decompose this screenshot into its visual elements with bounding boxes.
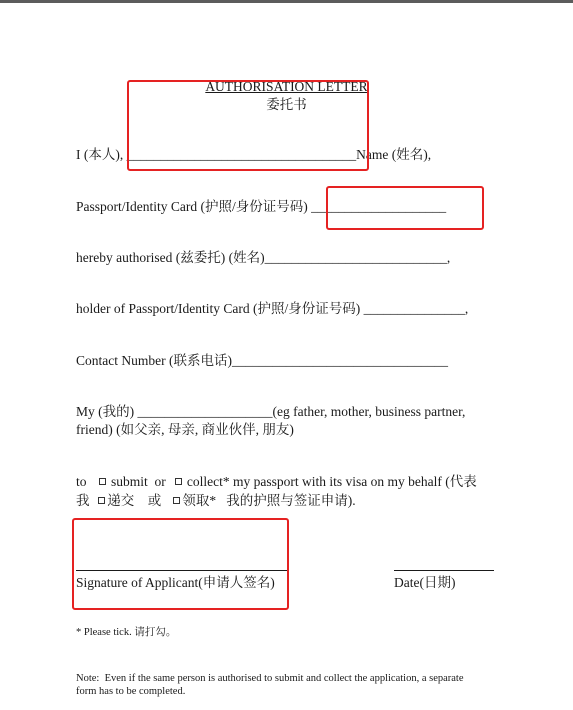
purpose-line-en <box>76 473 477 490</box>
collect-checkbox-cn[interactable] <box>173 497 180 504</box>
applicant-passport-blank[interactable]: ____________________ <box>311 199 447 214</box>
document-title: AUTHORISATION LETTER <box>205 79 368 94</box>
authorised-passport-blank[interactable]: _______________ <box>363 301 465 316</box>
authorised-passport-line <box>76 300 468 317</box>
relationship-examples-cn: friend) (如父亲, 母亲, 商业伙伴, 朋友) <box>76 422 294 437</box>
collect-checkbox[interactable] <box>175 478 182 485</box>
contact-number-blank[interactable]: ________________________________ <box>231 353 448 368</box>
separate-form-note-line1: Note: Even if the same person is authorised to submit and collect the application, a separate <box>76 673 464 684</box>
contact-number-label: Contact Number (联系电话) <box>76 353 232 368</box>
purpose-rest-cn: 我的护照与签证申请). <box>226 493 356 508</box>
annotation-box-passport <box>326 186 484 230</box>
collect-label-cn: 领取* <box>182 493 217 508</box>
annotation-box-signature <box>72 518 289 610</box>
submit-label: submit <box>111 474 148 489</box>
date-line[interactable] <box>394 570 494 571</box>
authorised-passport-label: holder of Passport/Identity Card (护照/身份证号码) <box>76 301 364 316</box>
contact-number-line <box>76 352 448 369</box>
submit-checkbox[interactable] <box>99 478 106 485</box>
authorised-person-blank[interactable]: ___________________________ <box>264 250 447 265</box>
relationship-blank[interactable]: ____________________ <box>137 404 273 419</box>
annotation-box-name <box>127 80 369 171</box>
or-label-cn: 或 <box>147 493 162 508</box>
tick-note: * Please tick. 请打勾。 <box>76 627 177 638</box>
authorised-person-label: hereby authorised (兹委托) (姓名) <box>76 250 265 265</box>
separate-form-note-line2: form has to be completed. <box>76 686 186 697</box>
relationship-prefix: My (我的) <box>76 404 138 419</box>
relationship-examples: (eg father, mother, business partner, <box>272 404 466 419</box>
authorised-person-line <box>76 249 450 266</box>
purpose-line-cn <box>76 492 356 509</box>
purpose-to: to <box>76 474 87 489</box>
authorised-person-comma: , <box>446 250 451 265</box>
date-label: Date(日期) <box>394 575 456 590</box>
or-label: or <box>154 474 166 489</box>
collect-label: collect* my passport with its visa on my behalf (代表 <box>186 474 477 489</box>
submit-label-cn: 递交 <box>107 493 135 508</box>
purpose-me-cn: 我 <box>76 493 90 508</box>
submit-checkbox-cn[interactable] <box>98 497 105 504</box>
document-subtitle: 委托书 <box>266 97 307 112</box>
relationship-line <box>76 403 465 420</box>
applicant-name-suffix: Name (姓名), <box>356 147 432 162</box>
signature-label: Signature of Applicant(申请人签名) <box>76 575 275 590</box>
applicant-name-blank[interactable]: __________________________________ <box>126 147 357 162</box>
applicant-passport-label: Passport/Identity Card (护照/身份证号码) <box>76 199 312 214</box>
authorisation-letter-page <box>0 3 573 710</box>
applicant-name-prefix: I (本人), <box>76 147 127 162</box>
authorised-passport-comma: , <box>464 301 469 316</box>
